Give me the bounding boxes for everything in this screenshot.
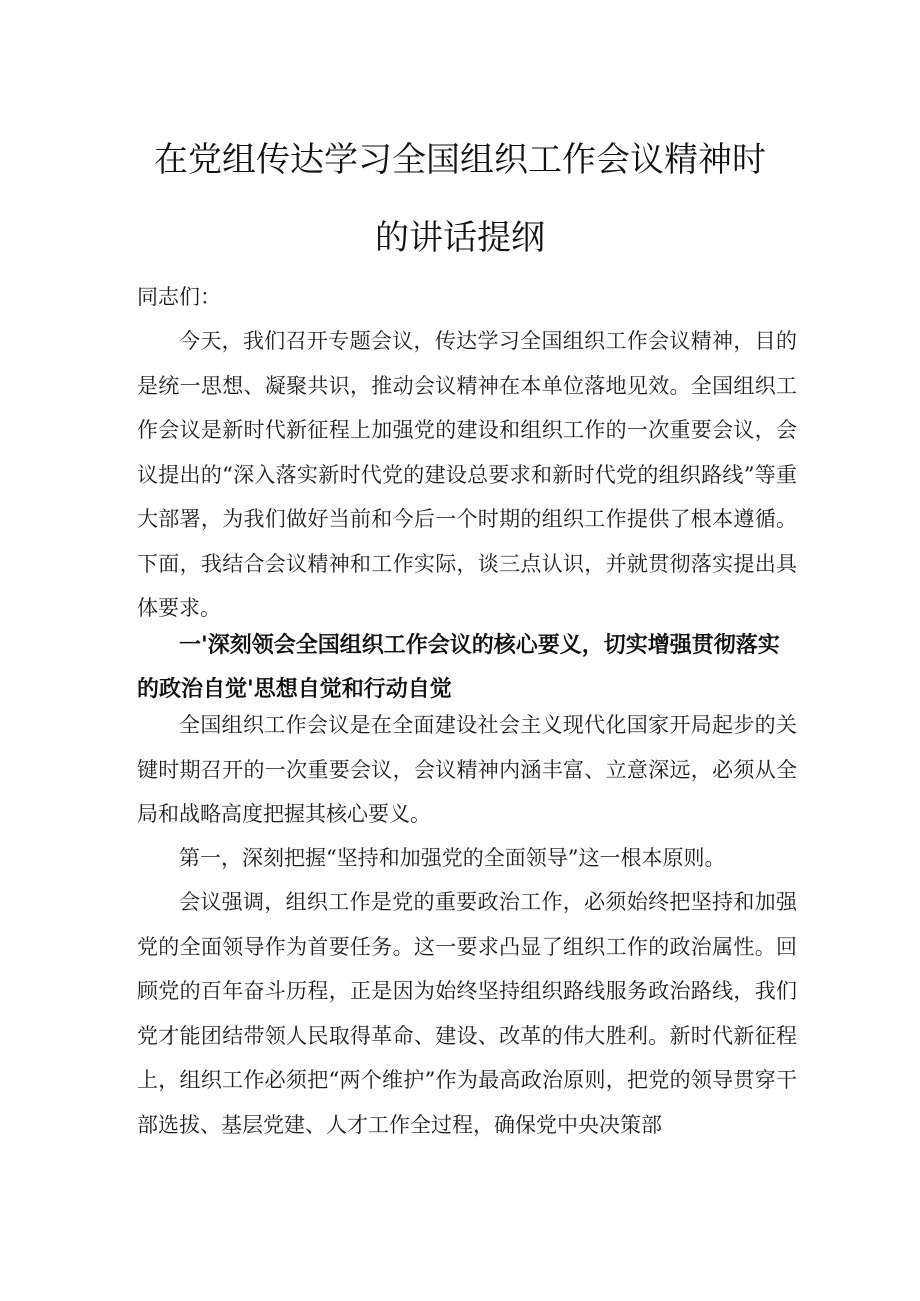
paragraph-3: 会议强调，组织工作是党的重要政治工作，必须始终把坚持和加强党的全面领导作为首要任务。这一要求凸显了组织工作的政治属性。回顾党的百年奋斗历程，正是因为始终坚持组织路线服务政治路线，我们党才能团结带领人民取得革命、建设、改革的伟大胜利。新时代新征程上，组织工作必须把“两个维护”作为最高政治原则，把党的领导贯穿干部选拔、基层党建、人才工作全过程，确保党中央决策部: [137, 890, 797, 1137]
paragraph-1: 全国组织工作会议是在全面建设社会主义现代化国家开局起步的关键时期召开的一次重要会议，会议精神内涵丰富、立意深远，必须从全局和战略高度把握其核心要义。: [137, 713, 797, 826]
section-heading-1: 一'深刻领会全国组织工作会议的核心要义，切实增强贯彻落实的政治自觉'思想自觉和行动自觉: [137, 633, 780, 702]
greeting: 同志们：: [137, 285, 221, 309]
document-title-line-2: 的讲话提纲: [375, 218, 545, 258]
paragraph-intro: 今天，我们召开专题会议，传达学习全国组织工作会议精神，目的是统一思想、凝聚共识，推动会议精神在本单位落地见效。全国组织工作会议是新时代新征程上加强党的建设和组织工作的一次重要会议，会议提出的“深入落实新时代党的建设总要求和新时代党的组织路线”等重大部署，为我们做好当前和今后一个时期的组织工作提供了根本遵循。下面，我结合会议精神和工作实际，谈三点认识，并就贯彻落实提出具体要求。: [137, 329, 797, 620]
paragraph-2: 第一，深刻把握“坚持和加强党的全面领导”这一根本原则。: [179, 846, 726, 870]
document-title-line-1: 在党组传达学习全国组织工作会议精神时: [154, 140, 766, 180]
